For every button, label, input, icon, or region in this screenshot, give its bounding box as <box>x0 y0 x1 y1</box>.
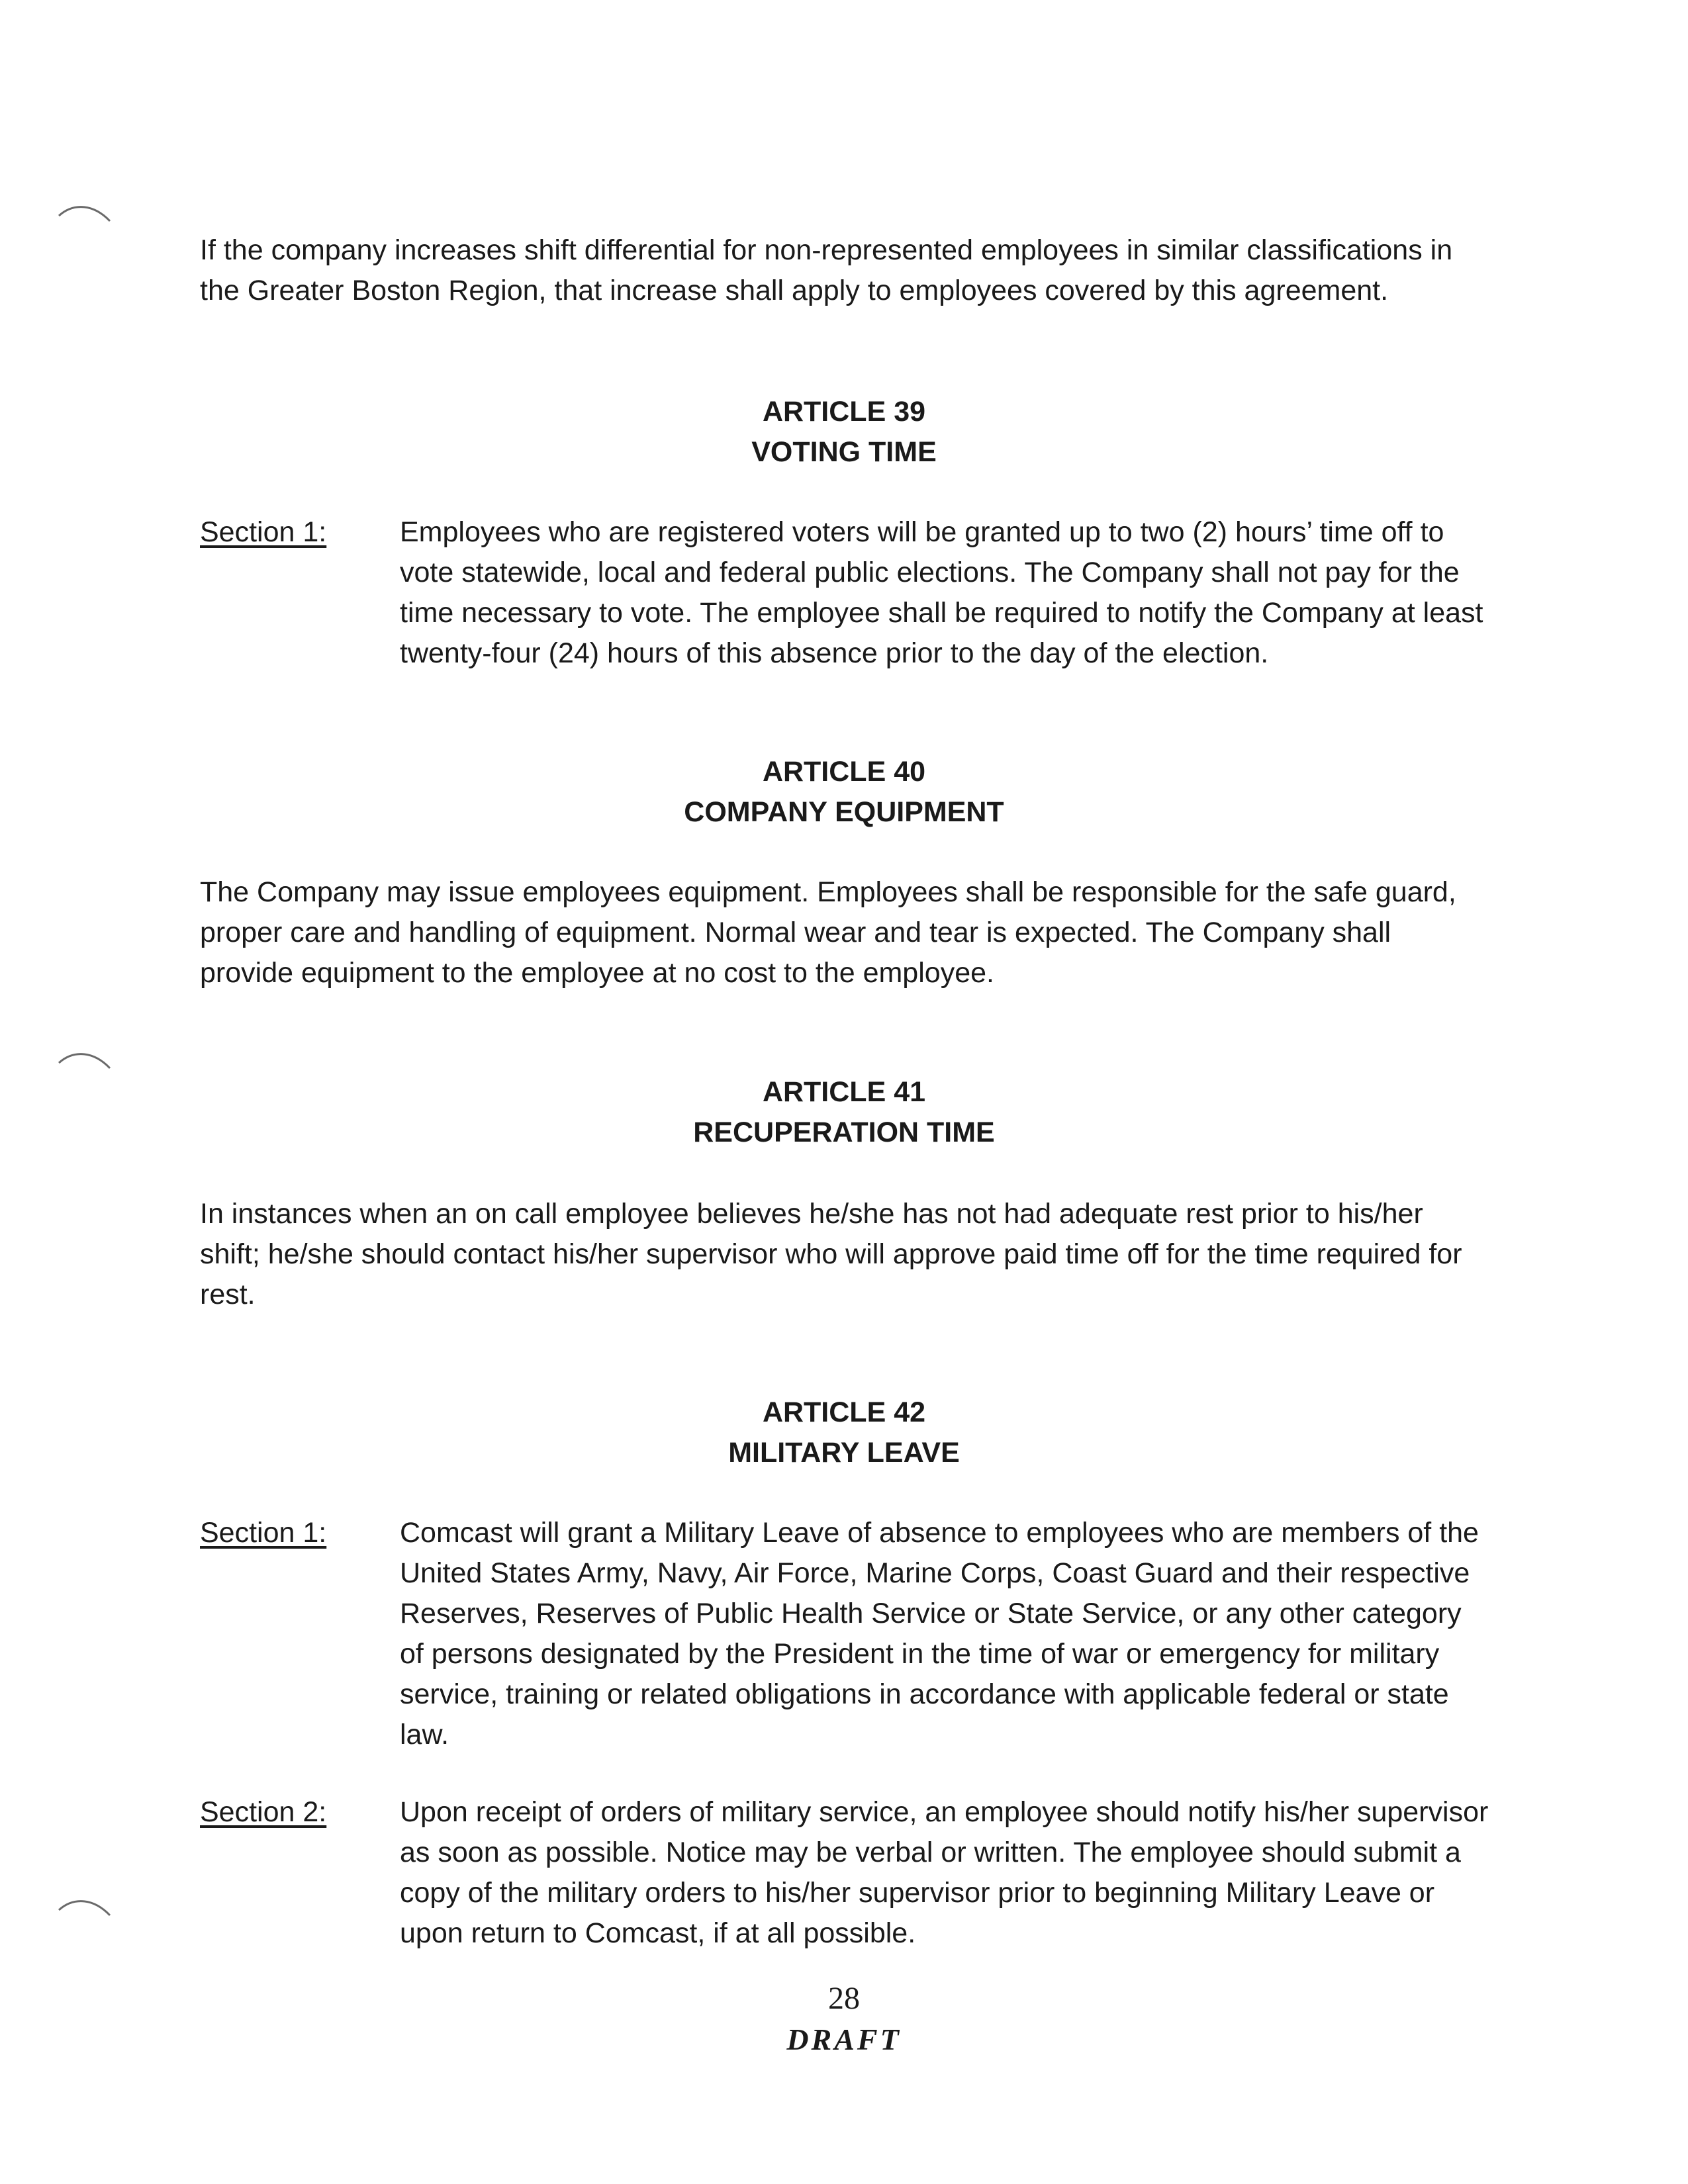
section-label: Section 2: <box>200 1796 327 1828</box>
punch-hole-mark-bottom <box>56 1893 115 1933</box>
article-title: COMPANY EQUIPMENT <box>684 796 1004 828</box>
article-number: ARTICLE 40 <box>762 756 926 788</box>
article-40-paragraph: The Company may issue employees equipment. Employees shall be responsible for the safe guard, proper care and handling of equipment. Normal wear and tear is expected. The Company shall provide equipment to the employee at no cost to the employee. <box>200 876 1456 989</box>
section-label: Section 1: <box>200 1517 327 1549</box>
section-text: Comcast will grant a Military Leave of absence to employees who are members of the United States Army, Navy, Air Force, Marine Corps, Coast Guard and their respective Reserves, Reserves of Public Health Service or State Service, or any other category of persons designated by the President in the time of war or emergency for military service, training or related obligations in accordance with applicable federal or state law. <box>400 1517 1479 1751</box>
punch-hole-mark-top <box>56 199 115 238</box>
article-title: RECUPERATION TIME <box>693 1116 995 1148</box>
page-number: 28 <box>828 1981 860 2016</box>
article-number: ARTICLE 41 <box>762 1076 926 1108</box>
intro-paragraph: If the company increases shift differential for non-represented employees in similar classifications in the Greater Boston Region, that increase shall apply to employees covered by this agreement. <box>200 234 1453 306</box>
article-title: MILITARY LEAVE <box>728 1437 960 1469</box>
section-text: Upon receipt of orders of military service, an employee should notify his/her supervisor as soon as possible. Notice may be verbal or written. The employee should submit a copy of the military orders to his/her supervisor prior to beginning Military Leave or upon return to Comcast, if at all possible. <box>400 1796 1489 1949</box>
article-number: ARTICLE 39 <box>762 396 926 428</box>
article-41-paragraph: In instances when an on call employee believes he/she has not had adequate rest prior to his/her shift; he/she should contact his/her supervisor who will approve paid time off for the time required for rest. <box>200 1198 1462 1310</box>
article-40-heading <box>0 752 1688 833</box>
article-number: ARTICLE 42 <box>762 1396 926 1428</box>
draft-watermark: DRAFT <box>786 2023 902 2056</box>
article-42-heading <box>0 1392 1688 1473</box>
article-39-heading <box>0 392 1688 473</box>
article-41-heading <box>0 1072 1688 1153</box>
article-title: VOTING TIME <box>751 436 937 468</box>
section-text: Employees who are registered voters will be granted up to two (2) hours’ time off to vote statewide, local and federal public elections. The Company shall not pay for the time necessary to vote. The employee shall be required to notify the Company at least twenty-four (24) hours of this absence prior to the day of the election. <box>400 516 1483 669</box>
section-label: Section 1: <box>200 516 327 548</box>
